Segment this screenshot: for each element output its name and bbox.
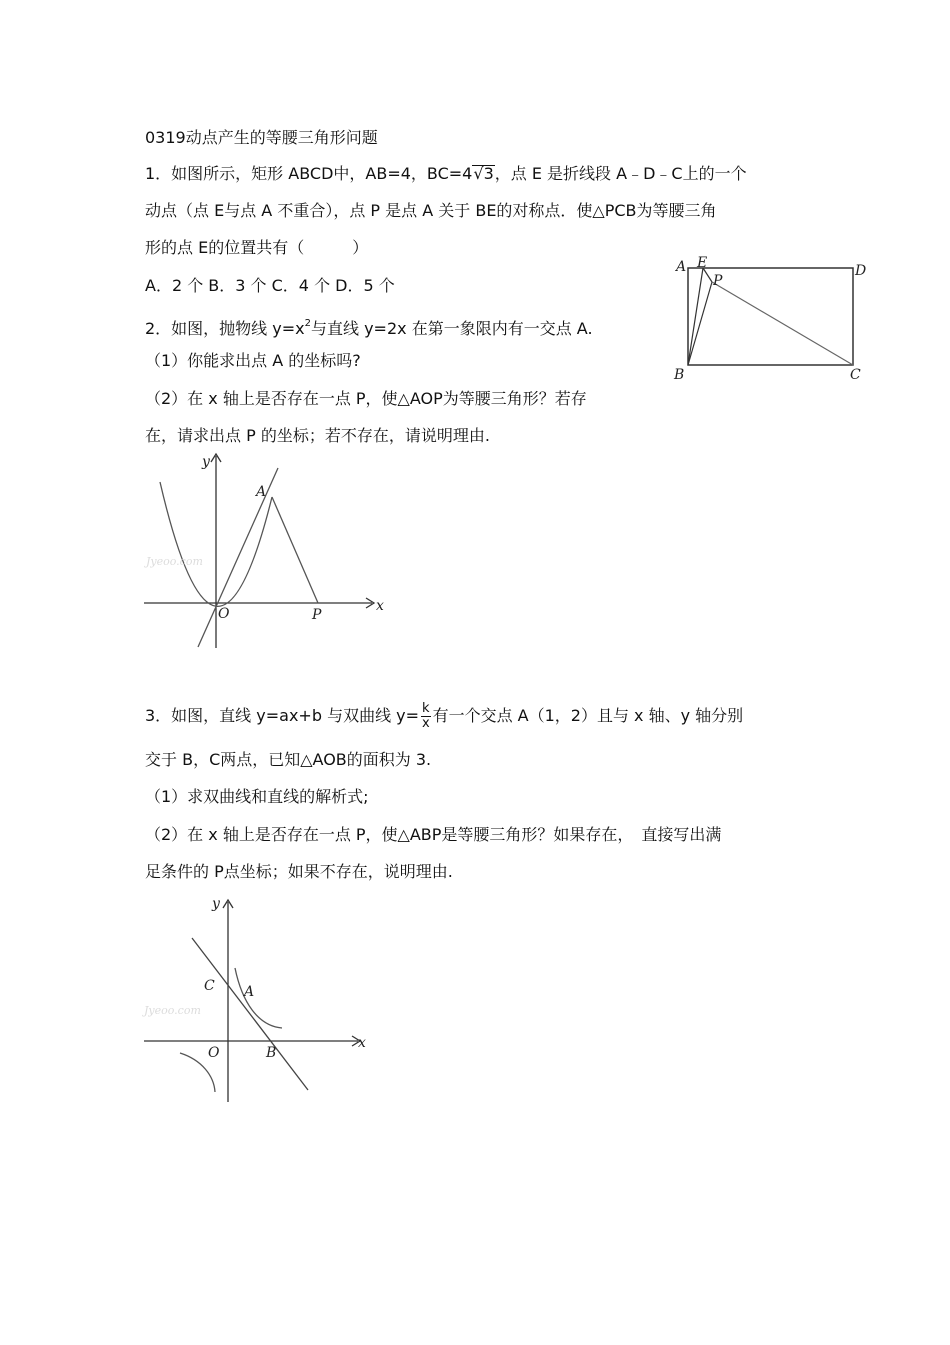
segment-ap (272, 497, 318, 603)
label-b: B (266, 1045, 277, 1061)
q1-figure (670, 255, 870, 390)
label-p: P (713, 273, 723, 289)
label-c: C (204, 978, 215, 994)
frac-numerator: k (422, 701, 430, 716)
q3-figure (140, 890, 380, 1110)
q1-line-3: 形的点 E的位置共有（ ） (145, 238, 369, 257)
q3-text-b: 有一个交点 A（1，2）且与 x 轴、y 轴分别 (432, 706, 744, 725)
sqrt-symbol: √3 (473, 164, 494, 183)
q3-line-5: 足条件的 P点坐标；如果不存在，说明理由. (145, 862, 453, 881)
q3-line-2: 交于 B，C两点，已知△AOB的面积为 3. (145, 750, 432, 769)
label-a: A (256, 484, 267, 500)
q1-options: A．2 个 B．3 个 C．4 个 D．5 个 (145, 276, 395, 295)
q2-superscript: 2 (304, 318, 311, 329)
label-a: A (676, 259, 687, 275)
segment-pc (712, 282, 853, 365)
q2-figure (140, 450, 400, 650)
q2-line-2: （1）你能求出点 A 的坐标吗? (145, 351, 361, 370)
q2-line-4: 在，请求出点 P 的坐标；若不存在，请说明理由. (145, 426, 490, 445)
q1-line-1 (145, 164, 747, 184)
q3-text-a: 3．如图，直线 y=ax+b 与双曲线 y= (145, 706, 420, 725)
watermark: Jyeoo.com (146, 555, 203, 568)
q1-text-b: ，点 E 是折线段 A﹣D﹣C上的一个 (494, 164, 747, 183)
frac-denominator: x (421, 716, 430, 731)
q3-line-1 (145, 702, 743, 731)
page-title: 0319动点产生的等腰三角形问题 (145, 128, 378, 147)
label-p: P (312, 607, 322, 623)
sqrt-arg: 3 (483, 164, 494, 183)
q3-line-4: （2）在 x 轴上是否存在一点 P，使△ABP是等腰三角形？如果存在， 直接写出满 (145, 825, 722, 844)
label-o: O (208, 1045, 220, 1061)
label-x: x (376, 598, 384, 614)
label-y: y (212, 896, 220, 912)
q2-text-a: 2．如图，抛物线 y=x (145, 319, 305, 338)
label-o: O (218, 606, 230, 622)
label-a: A (244, 984, 255, 1000)
label-c: C (850, 367, 861, 383)
hyperbola-branch-1 (235, 968, 282, 1028)
q1-line-2: 动点（点 E与点 A 不重合），点 P 是点 A 关于 BE的对称点．使△PCB为等腰三角 (145, 201, 717, 220)
q2-text-b: 与直线 y=2x 在第一象限内有一交点 A. (311, 319, 593, 338)
label-x: x (358, 1035, 366, 1051)
q1-text-a: 1．如图所示，矩形 ABCD中，AB=4，BC=4 (145, 164, 473, 183)
watermark: Jyeoo.com (144, 1004, 201, 1017)
fraction-k-over-x (421, 702, 431, 731)
label-e: E (697, 255, 708, 271)
label-d: D (855, 263, 867, 279)
label-y: y (202, 454, 210, 470)
label-b: B (674, 367, 685, 383)
q3-line-3: （1）求双曲线和直线的解析式; (145, 787, 369, 806)
line-ax-b (192, 938, 308, 1090)
segment-be (688, 268, 703, 365)
q2-line-1 (145, 314, 593, 339)
q2-line-3: （2）在 x 轴上是否存在一点 P，使△AOP为等腰三角形？若存 (145, 389, 587, 408)
segment-bp (688, 282, 712, 365)
